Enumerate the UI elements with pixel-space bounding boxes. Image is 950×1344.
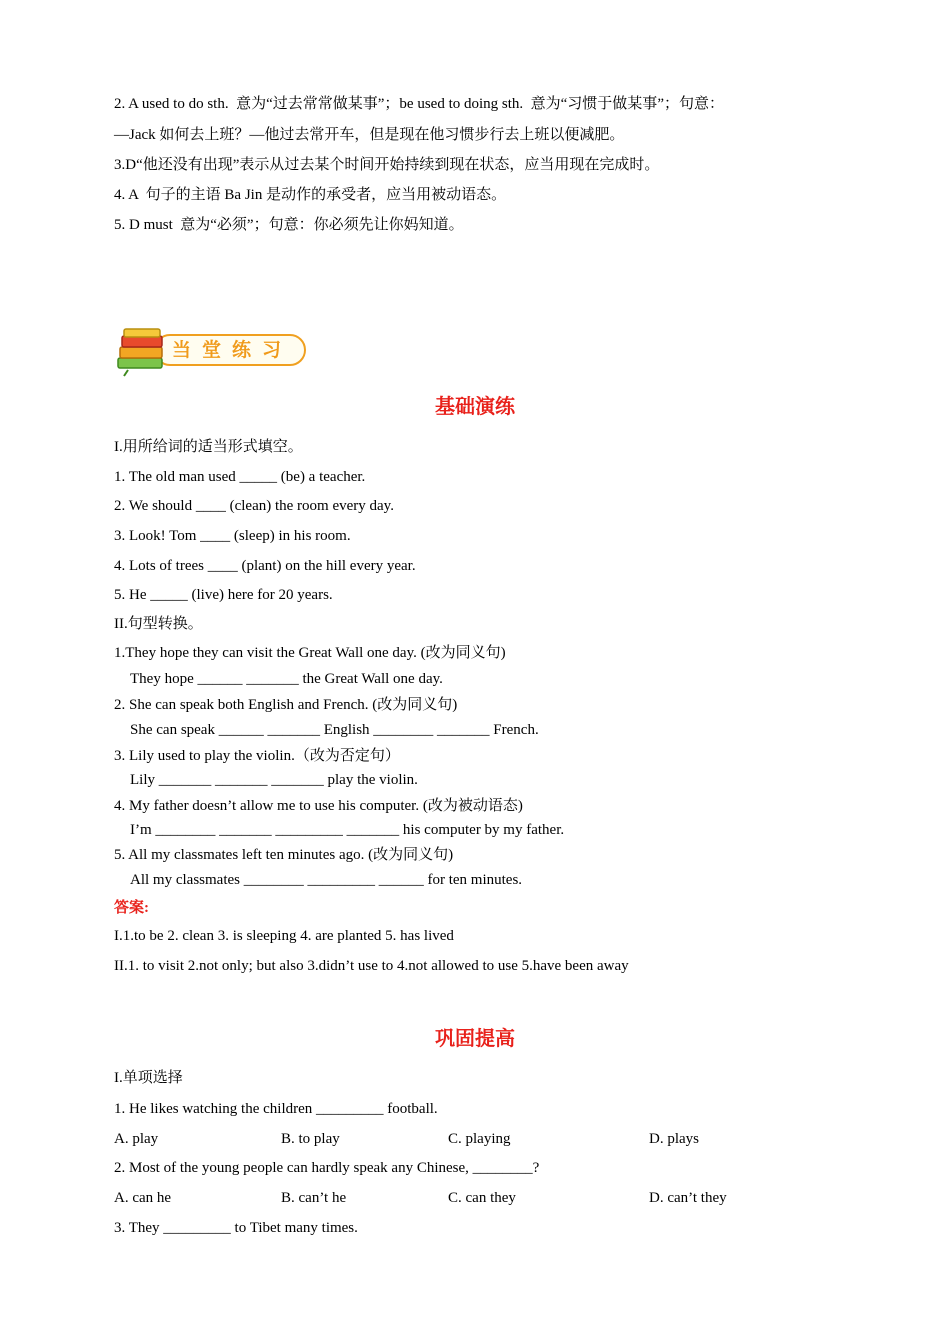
transform-question: 1.They hope they can visit the Great Wall one day. (改为同义句) <box>114 645 506 661</box>
transform-answer-line: Lily _______ _______ _______ play the violin. <box>130 772 418 788</box>
part-heading: I.用所给词的适当形式填空。 <box>114 439 303 455</box>
practice-banner <box>114 326 310 378</box>
section-title: 巩固提高 <box>435 1028 515 1050</box>
answer-explanation-line: 5. D must 意为“必须”；句意：你必须先让你妈知道。 <box>114 217 464 233</box>
transform-question: 4. My father doesn’t allow me to use his computer. (改为被动语态) <box>114 798 523 814</box>
transform-answer-line: All my classmates ________ _________ ______ for ten minutes. <box>130 872 523 888</box>
part-heading: II.句型转换。 <box>114 616 203 632</box>
transform-question: 3. Lily used to play the violin.（改为否定句） <box>114 748 400 764</box>
section-title: 基础演练 <box>435 396 515 418</box>
mc-option: D. can’t they <box>649 1190 727 1206</box>
answer-line: I.1.to be 2. clean 3. is sleeping 4. are planted 5. has lived <box>114 928 454 944</box>
answer-label: 答案: <box>114 900 149 916</box>
transform-answer-line: They hope ______ _______ the Great Wall one day. <box>130 671 443 687</box>
answer-explanation-line: 3.D“他还没有出现”表示从过去某个时间开始持续到现在状态，应当用现在完成时。 <box>114 157 660 173</box>
mc-option: C. playing <box>448 1131 511 1147</box>
mc-option: D. plays <box>649 1131 699 1147</box>
transform-question: 5. All my classmates left ten minutes ago. (改为同义句) <box>114 847 454 863</box>
question-item: 1. The old man used _____ (be) a teacher. <box>114 469 366 485</box>
mc-question: 1. He likes watching the children _________ football. <box>114 1101 438 1117</box>
transform-question: 2. She can speak both English and French. (改为同义句) <box>114 697 458 713</box>
mc-option: C. can they <box>448 1190 516 1206</box>
mc-option: B. can’t he <box>281 1190 347 1206</box>
mc-option: A. play <box>114 1131 159 1147</box>
mc-option: B. to play <box>281 1131 340 1147</box>
answer-explanation-line: 2. A used to do sth. 意为“过去常常做某事”；be used to doing sth. 意为“习惯于做某事”；句意： <box>114 96 724 112</box>
answer-explanation-line: 4. A 句子的主语 Ba Jin 是动作的承受者，应当用被动语态。 <box>114 187 507 203</box>
books-icon <box>114 326 174 378</box>
answer-explanation-line: —Jack 如何去上班？—他过去常开车，但是现在他习惯步行去上班以便减肥。 <box>114 127 625 143</box>
mc-option: A. can he <box>114 1190 172 1206</box>
mc-question: 3. They _________ to Tibet many times. <box>114 1220 358 1236</box>
question-item: 2. We should ____ (clean) the room every day. <box>114 498 394 514</box>
answer-line: II.1. to visit 2.not only; but also 3.didn’t use to 4.not allowed to use 5.have been away <box>114 958 629 974</box>
question-item: 5. He _____ (live) here for 20 years. <box>114 587 333 603</box>
part-heading: I.单项选择 <box>114 1070 183 1086</box>
question-item: 3. Look! Tom ____ (sleep) in his room. <box>114 528 351 544</box>
banner-label: 当堂练习 <box>172 339 293 361</box>
transform-answer-line: She can speak ______ _______ English ________ _______ French. <box>130 722 539 738</box>
transform-answer-line: I’m ________ _______ _________ _______ his computer by my father. <box>130 822 565 838</box>
question-item: 4. Lots of trees ____ (plant) on the hill every year. <box>114 558 416 574</box>
mc-question: 2. Most of the young people can hardly speak any Chinese, ________? <box>114 1160 540 1176</box>
